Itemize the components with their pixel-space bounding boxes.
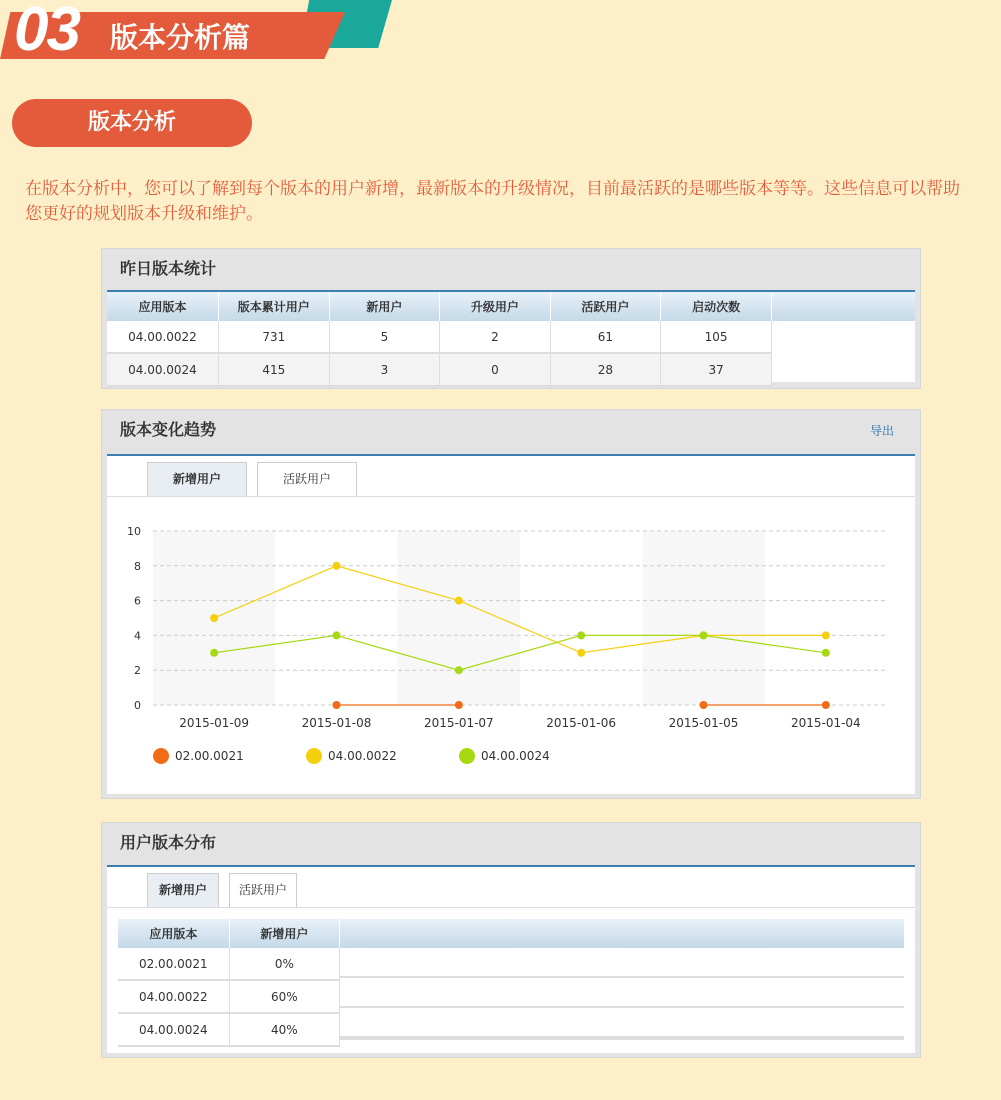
data-point	[577, 649, 585, 657]
table-cell: 04.00.0022	[118, 980, 229, 1013]
x-tick-label: 2015-01-07	[423, 716, 494, 730]
col-header: 应用版本	[118, 919, 229, 948]
col-header: 新增用户	[229, 919, 339, 948]
data-point	[455, 701, 463, 709]
y-tick-label: 4	[134, 629, 141, 643]
trend-line-chart	[107, 519, 915, 759]
data-point	[455, 666, 463, 674]
x-tick-label: 2015-01-06	[546, 716, 617, 730]
legend-label: 04.00.0022	[328, 749, 397, 763]
data-point	[333, 701, 341, 709]
table-cell: 02.00.0021	[118, 948, 229, 980]
data-point	[333, 631, 341, 639]
data-point	[577, 631, 585, 639]
table-cell: 415	[218, 353, 329, 386]
distribution-row-filler	[340, 948, 904, 1040]
table-cell: 61	[550, 321, 661, 353]
y-tick-label: 10	[127, 525, 141, 538]
col-header: 启动次数	[661, 292, 772, 321]
table-cell: 04.00.0024	[118, 1013, 229, 1046]
banner-number: 03	[14, 0, 79, 64]
data-point	[822, 701, 830, 709]
table-cell: 28	[550, 353, 661, 386]
stats-panel	[101, 248, 921, 389]
data-point	[210, 649, 218, 657]
data-point	[822, 649, 830, 657]
table-cell: 3	[329, 353, 439, 386]
data-point	[700, 631, 708, 639]
x-tick-label: 2015-01-08	[301, 716, 372, 730]
trend-panel	[101, 409, 921, 799]
legend-item[interactable]	[306, 748, 397, 764]
table-cell: 2	[440, 321, 550, 353]
table-cell: 0	[440, 353, 550, 386]
data-point	[822, 631, 830, 639]
legend-item[interactable]	[459, 748, 550, 764]
table-cell: 731	[218, 321, 329, 353]
col-header: 升级用户	[440, 292, 550, 321]
distribution-table-wrap	[118, 919, 904, 1047]
x-tick-label: 2015-01-04	[790, 716, 861, 730]
y-tick-label: 6	[134, 594, 141, 608]
table-cell: 0%	[229, 948, 339, 980]
trend-tabs	[107, 456, 915, 497]
y-tick-label: 8	[134, 559, 141, 573]
banner-title: 版本分析篇	[110, 21, 251, 54]
stats-table	[107, 292, 772, 387]
tab-new-users[interactable]: 新增用户	[147, 462, 247, 496]
legend-dot-icon	[153, 748, 169, 764]
legend-dot-icon	[306, 748, 322, 764]
section-pill: 版本分析	[12, 99, 252, 147]
tab-active-users[interactable]: 活跃用户	[257, 462, 357, 496]
distribution-panel	[101, 822, 921, 1058]
table-cell: 04.00.0022	[107, 321, 218, 353]
distribution-header-row	[118, 919, 340, 948]
data-point	[210, 614, 218, 622]
table-row	[107, 321, 772, 353]
table-row	[118, 980, 340, 1013]
legend-item[interactable]	[153, 748, 244, 764]
x-tick-label: 2015-01-05	[668, 716, 739, 730]
table-cell: 60%	[229, 980, 339, 1013]
data-point	[333, 562, 341, 570]
legend-label: 02.00.0021	[175, 749, 244, 763]
intro-text: 在版本分析中，您可以了解到每个版本的用户新增，最新版本的升级情况，目前最活跃的是哪些版本等等。这些信息可以帮助您更好的规划版本升级和维护。	[25, 179, 960, 224]
table-cell: 5	[329, 321, 439, 353]
table-row	[107, 353, 772, 386]
stats-header-row	[107, 292, 772, 321]
x-tick-label: 2015-01-09	[179, 716, 250, 730]
data-point	[455, 597, 463, 605]
col-header: 新用户	[329, 292, 439, 321]
distribution-panel-title: 用户版本分布	[120, 833, 217, 852]
col-header: 活跃用户	[550, 292, 661, 321]
y-tick-label: 0	[134, 699, 141, 712]
section-banner	[0, 0, 400, 64]
table-row	[118, 1013, 340, 1046]
distribution-table	[118, 919, 340, 1047]
stats-header-filler	[772, 292, 915, 321]
tab-active-users[interactable]: 活跃用户	[229, 873, 297, 907]
tab-new-users[interactable]: 新增用户	[147, 873, 219, 907]
plot-band	[642, 531, 764, 705]
table-row	[118, 948, 340, 980]
table-cell: 37	[661, 353, 772, 386]
y-tick-label: 2	[134, 664, 141, 678]
col-header: 应用版本	[107, 292, 218, 321]
export-link[interactable]: 导出	[869, 424, 894, 438]
legend-label: 04.00.0024	[481, 749, 550, 763]
distribution-header-filler	[340, 919, 904, 948]
data-point	[700, 701, 708, 709]
plot-band	[398, 531, 520, 705]
table-cell: 40%	[229, 1013, 339, 1046]
table-cell: 04.00.0024	[107, 353, 218, 386]
stats-panel-title: 昨日版本统计	[120, 259, 217, 278]
trend-panel-title: 版本变化趋势	[120, 420, 217, 439]
table-cell: 105	[661, 321, 772, 353]
legend-dot-icon	[459, 748, 475, 764]
distribution-tabs	[107, 867, 915, 908]
col-header: 版本累计用户	[218, 292, 329, 321]
